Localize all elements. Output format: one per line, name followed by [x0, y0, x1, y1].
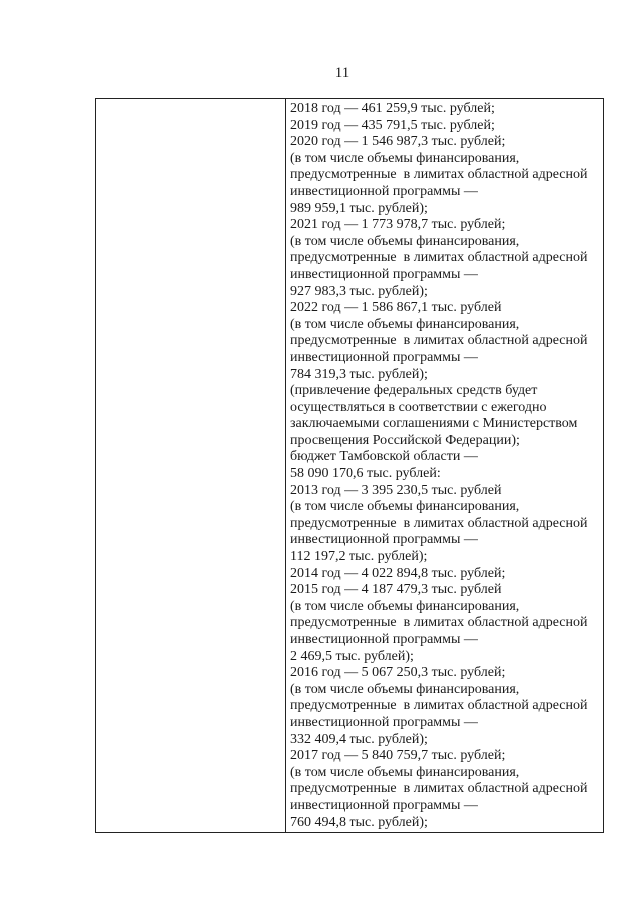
text-line: бюджет Тамбовской области — — [290, 449, 478, 465]
text-line: инвестиционной программы — — [290, 632, 478, 647]
text-line: 2013 год — 3 395 230,5 тыс. рублей — [290, 482, 502, 498]
document-table — [95, 98, 604, 833]
text-line: 2016 год — 5 067 250,3 тыс. рублей; — [290, 665, 506, 681]
text-line: 112 197,2 тыс. рублей); — [290, 549, 428, 565]
text-line: инвестиционной программы — — [290, 266, 478, 282]
text-line: предусмотренные в лимитах областной адресной — [290, 615, 588, 631]
text-line: (в том числе объемы финансирования, — [290, 681, 520, 697]
text-line: 2018 год — 461 259,9 тыс. рублей; — [290, 101, 495, 116]
text-line: (в том числе объемы финансирования, — [290, 499, 520, 515]
text-line: инвестиционной программы — — [290, 714, 478, 730]
text-line: 989 959,1 тыс. рублей); — [290, 200, 428, 216]
text-line: (в том числе объемы финансирования, — [290, 233, 520, 249]
text-line: 2014 год — 4 022 894,8 тыс. рублей; — [290, 565, 506, 581]
text-line: 2021 год — 1 773 978,7 тыс. рублей; — [290, 217, 506, 233]
text-line: 2019 год — 435 791,5 тыс. рублей; — [290, 117, 495, 133]
text-line: (привлечение федеральных средств будет — [290, 383, 538, 399]
text-line: заключаемыми соглашениями с Министерством — [290, 416, 578, 432]
text-line: 58 090 170,6 тыс. рублей: — [290, 466, 441, 482]
text-line: (в том числе объемы финансирования, — [290, 316, 520, 332]
text-line: предусмотренные в лимитах областной адресной — [290, 781, 588, 797]
text-line: 2015 год — 4 187 479,3 тыс. рублей — [290, 582, 502, 598]
page-number: 11 — [334, 65, 350, 81]
text-line: инвестиционной программы — — [290, 349, 478, 365]
text-line: инвестиционной программы — — [290, 183, 478, 199]
text-line: предусмотренные в лимитах областной адресной — [290, 167, 588, 183]
text-line: 2022 год — 1 586 867,1 тыс. рублей — [290, 300, 502, 316]
text-line: (в том числе объемы финансирования, — [290, 598, 520, 614]
text-line: предусмотренные в лимитах областной адресной — [290, 698, 588, 714]
text-line: (в том числе объемы финансирования, — [290, 764, 520, 780]
text-line: 332 409,4 тыс. рублей); — [290, 731, 428, 747]
text-line: 784 319,3 тыс. рублей); — [290, 366, 428, 382]
text-line: предусмотренные в лимитах областной адресной — [290, 250, 588, 266]
text-line: инвестиционной программы — — [290, 532, 478, 548]
text-line: 2020 год — 1 546 987,3 тыс. рублей; — [290, 134, 506, 150]
text-line: осуществляться в соответствии с ежегодно — [290, 399, 547, 415]
text-line: (в том числе объемы финансирования, — [290, 150, 520, 166]
text-line: 927 983,3 тыс. рублей); — [290, 283, 428, 299]
text-line: 2017 год — 5 840 759,7 тыс. рублей; — [290, 748, 506, 764]
text-line: просвещения Российской Федерации); — [290, 432, 520, 448]
text-line: предусмотренные в лимитах областной адресной — [290, 333, 588, 349]
text-line: 2 469,5 тыс. рублей); — [290, 648, 414, 664]
text-line: 760 494,8 тыс. рублей); — [290, 814, 428, 830]
table-cell-left — [96, 99, 285, 832]
text-line: инвестиционной программы — — [290, 797, 478, 813]
table-cell-right — [285, 99, 603, 832]
text-line: предусмотренные в лимитах областной адресной — [290, 515, 588, 531]
